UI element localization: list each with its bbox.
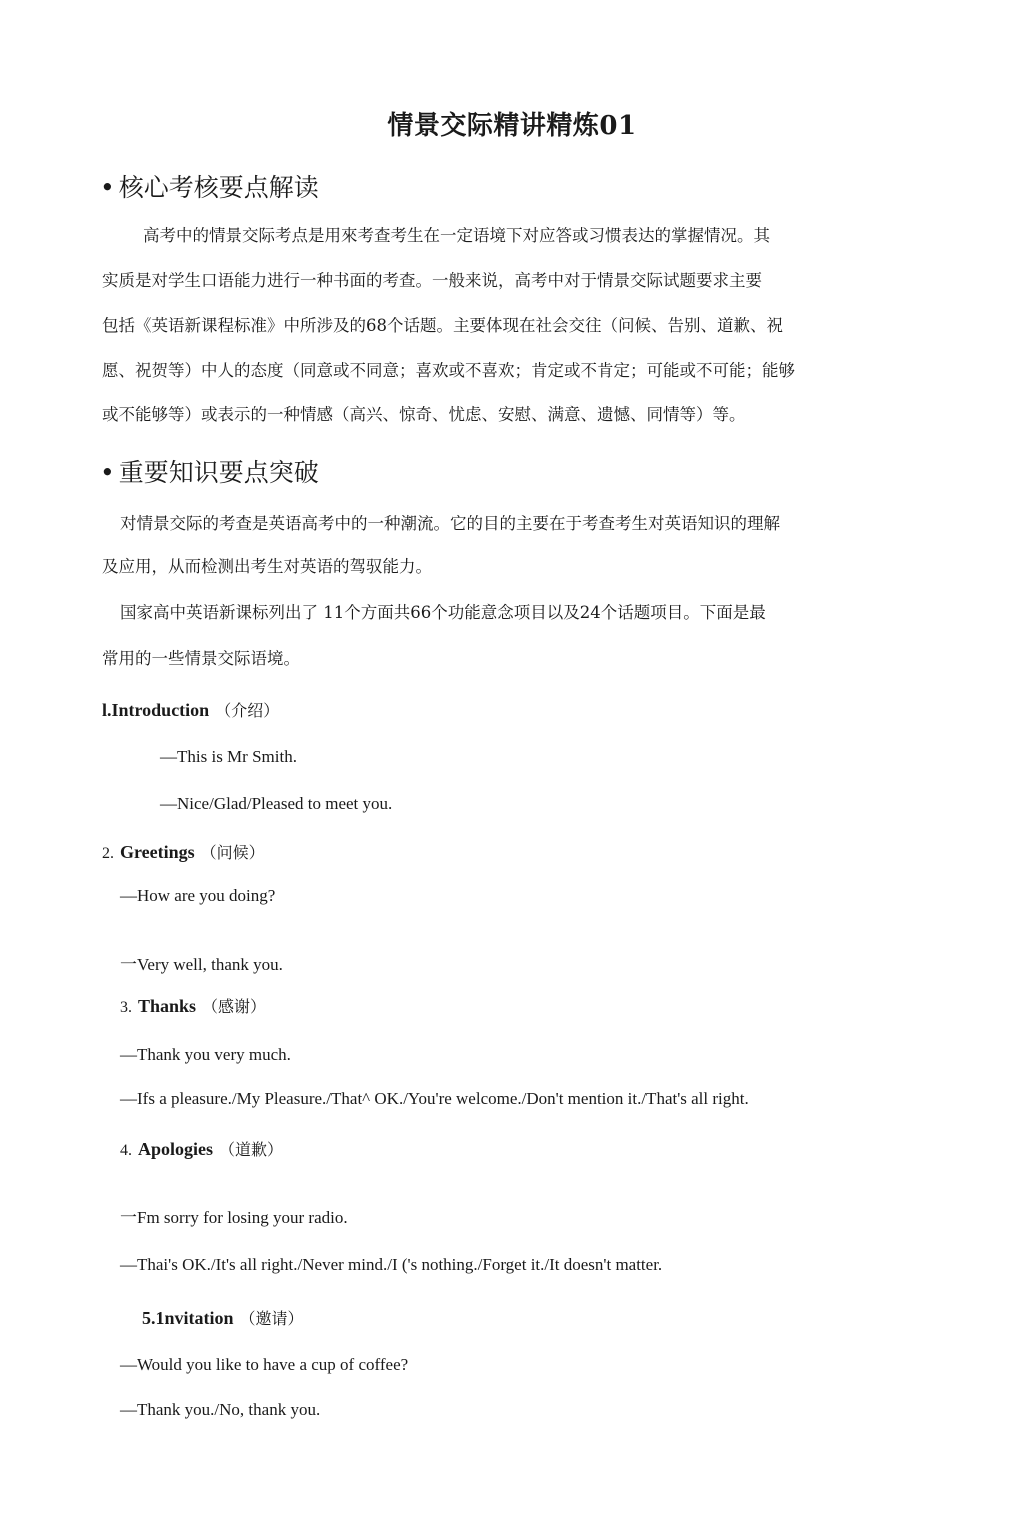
- dialogue-line: —Thank you./No, thank you.: [120, 1400, 321, 1419]
- dialogue-line: —Thank you very much.: [120, 1045, 291, 1064]
- item-label: l.Introduction: [102, 700, 210, 720]
- paragraph-line: 愿、祝贺等）中人的态度（同意或不同意；喜欢或不喜欢；肯定或不肯定；可能或不可能；能够: [102, 361, 795, 380]
- paragraph-line: 及应用，从而检测出考生对英语的驾驭能力。: [102, 557, 432, 576]
- paragraph-line: 对情景交际的考查是英语高考中的一种潮流。它的目的主要在于考查考生对英语知识的理解: [120, 514, 780, 533]
- dialogue-line: 一Fm sorry for losing your radio.: [120, 1208, 348, 1227]
- paragraph-line: 实质是对学生口语能力进行一种书面的考查。一般来说，高考中对于情景交际试题要求主要: [102, 271, 762, 290]
- paragraph-line: 或不能够等）或表示的一种情感（高兴、惊奇、忧虑、安慰、满意、遗憾、同情等）等。: [102, 405, 746, 424]
- item-label-cn: （介绍）: [215, 701, 280, 720]
- item-heading-greetings: [102, 840, 265, 863]
- paragraph-line: 常用的一些情景交际语境。: [102, 649, 300, 668]
- dialogue-line: —This is Mr Smith.: [160, 747, 297, 766]
- paragraph-line: 高考中的情景交际考点是用來考查考生在一定语境下对应答或习惯表达的掌握情况。其: [143, 226, 770, 245]
- dialogue-line: —Ifs a pleasure./My Pleasure./That^ OK./You're welcome./Don't mention it./That's all right.: [120, 1089, 749, 1108]
- item-label-cn: （问候）: [200, 843, 265, 862]
- section-heading-1-text: 核心考核要点解读: [118, 173, 319, 202]
- item-number: 3.: [120, 999, 132, 1016]
- item-label-cn: （邀请）: [239, 1309, 304, 1328]
- item-heading-apologies: [120, 1137, 283, 1160]
- dialogue-line: 一Very well, thank you.: [120, 955, 283, 974]
- item-label-cn: （感谢）: [202, 997, 267, 1016]
- section-heading-2-text: 重要知识要点突破: [118, 458, 319, 487]
- item-heading-introduction: [102, 698, 279, 721]
- dialogue-line: —Would you like to have a cup of coffee?: [120, 1355, 409, 1374]
- paragraph-line: 包括《英语新课程标准》中所涉及的68个话题。主要体现在社会交往（问候、告别、道歉、祝: [102, 316, 783, 335]
- item-label: 5.1nvitation: [142, 1308, 234, 1328]
- paragraph-line: 国家高中英语新课标列出了 11个方面共66个功能意念项目以及24个话题项目。下面是最: [120, 603, 766, 622]
- item-heading-invitation: [142, 1306, 304, 1329]
- dialogue-line: —Thai's OK./It's all right./Never mind./I ('s nothing./Forget it./It doesn't matter.: [120, 1255, 663, 1274]
- page-title: 情景交际精讲精炼01: [387, 111, 637, 141]
- section-heading-1: [100, 168, 319, 204]
- item-number: 4.: [120, 1142, 132, 1159]
- dialogue-line: —Nice/Glad/Pleased to meet you.: [160, 794, 393, 813]
- item-label: Thanks: [138, 996, 197, 1016]
- item-label-cn: （道歉）: [219, 1140, 284, 1159]
- bullet-icon: •: [100, 173, 115, 202]
- section-heading-2: [100, 453, 319, 489]
- item-number: 2.: [102, 845, 114, 862]
- item-label: Apologies: [138, 1139, 214, 1159]
- item-heading-thanks: [120, 994, 266, 1017]
- item-label: Greetings: [120, 842, 195, 862]
- dialogue-line: —How are you doing?: [120, 886, 276, 905]
- bullet-icon: •: [100, 458, 115, 487]
